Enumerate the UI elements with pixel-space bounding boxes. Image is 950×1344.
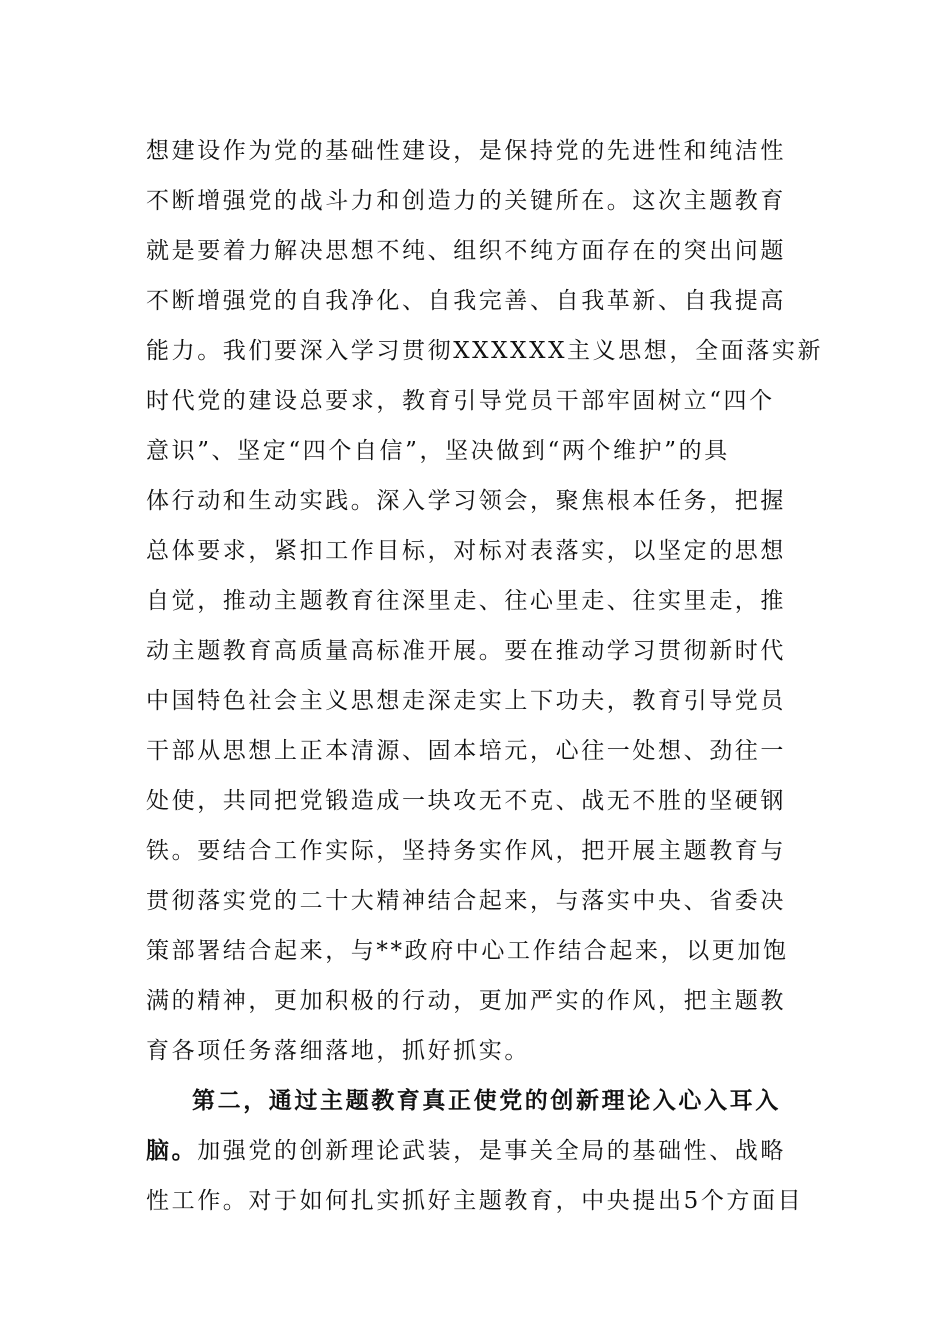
paragraph-1-line: 策部署结合起来，与**政府中心工作结合起来，以更加饱 <box>146 938 789 964</box>
paragraph-1-line: 干部从思想上正本清源、固本培元，心往一处想、劲往一 <box>146 738 786 764</box>
paragraph-1-line: 能力。我们要深入学习贯彻XXXXXX主义思想，全面落实新 <box>146 338 824 364</box>
paragraph-2-line: 性工作。对于如何扎实抓好主题教育，中央提出5个方面目 <box>146 1188 804 1214</box>
paragraph-1-line: 铁。要结合工作实际，坚持务实作风，把开展主题教育与 <box>146 838 786 864</box>
paragraph-1-line: 动主题教育高质量高标准开展。要在推动学习贯彻新时代 <box>146 638 786 664</box>
paragraph-2-text: 加强党的创新理论武装，是事关全局的基础性、战略 <box>197 1138 787 1164</box>
paragraph-1-line: 处使，共同把党锻造成一块攻无不克、战无不胜的坚硬钢 <box>146 788 786 814</box>
document-body <box>146 126 824 1226</box>
paragraph-1-line: 意识”、坚定“四个自信”，坚决做到“两个维护”的具 <box>146 438 730 464</box>
paragraph-1-line: 满的精神，更加积极的行动，更加严实的作风，把主题教 <box>146 988 786 1014</box>
paragraph-1-line: 就是要着力解决思想不纯、组织不纯方面存在的突出问题 <box>146 238 786 264</box>
paragraph-1-line: 时代党的建设总要求，教育引导党员干部牢固树立“四个 <box>146 388 775 414</box>
paragraph-2-line <box>146 1126 806 1176</box>
paragraph-1-line: 总体要求，紧扣工作目标，对标对表落实，以坚定的思想 <box>146 538 786 564</box>
paragraph-1-line: 育各项任务落细落地，抓好抓实。 <box>146 1038 530 1064</box>
paragraph-1-line: 自觉，推动主题教育往深里走、往心里走、往实里走，推 <box>146 588 786 614</box>
paragraph-1-line: 中国特色社会主义思想走深走实上下功夫，教育引导党员 <box>146 688 786 714</box>
paragraph-1-line: 贯彻落实党的二十大精神结合起来，与落实中央、省委决 <box>146 888 786 914</box>
paragraph-1-line: 不断增强党的战斗力和创造力的关键所在。这次主题教育 <box>146 188 786 214</box>
paragraph-2-heading: 第二，通过主题教育真正使党的创新理论入心入耳入 <box>192 1087 781 1114</box>
paragraph-1-line: 想建设作为党的基础性建设，是保持党的先进性和纯洁性 <box>146 138 786 164</box>
paragraph-1-line: 不断增强党的自我净化、自我完善、自我革新、自我提高 <box>146 288 786 314</box>
paragraph-2-heading-end: 脑。 <box>146 1137 198 1164</box>
paragraph-1-line: 体行动和生动实践。深入学习领会，聚焦根本任务，把握 <box>146 488 786 514</box>
